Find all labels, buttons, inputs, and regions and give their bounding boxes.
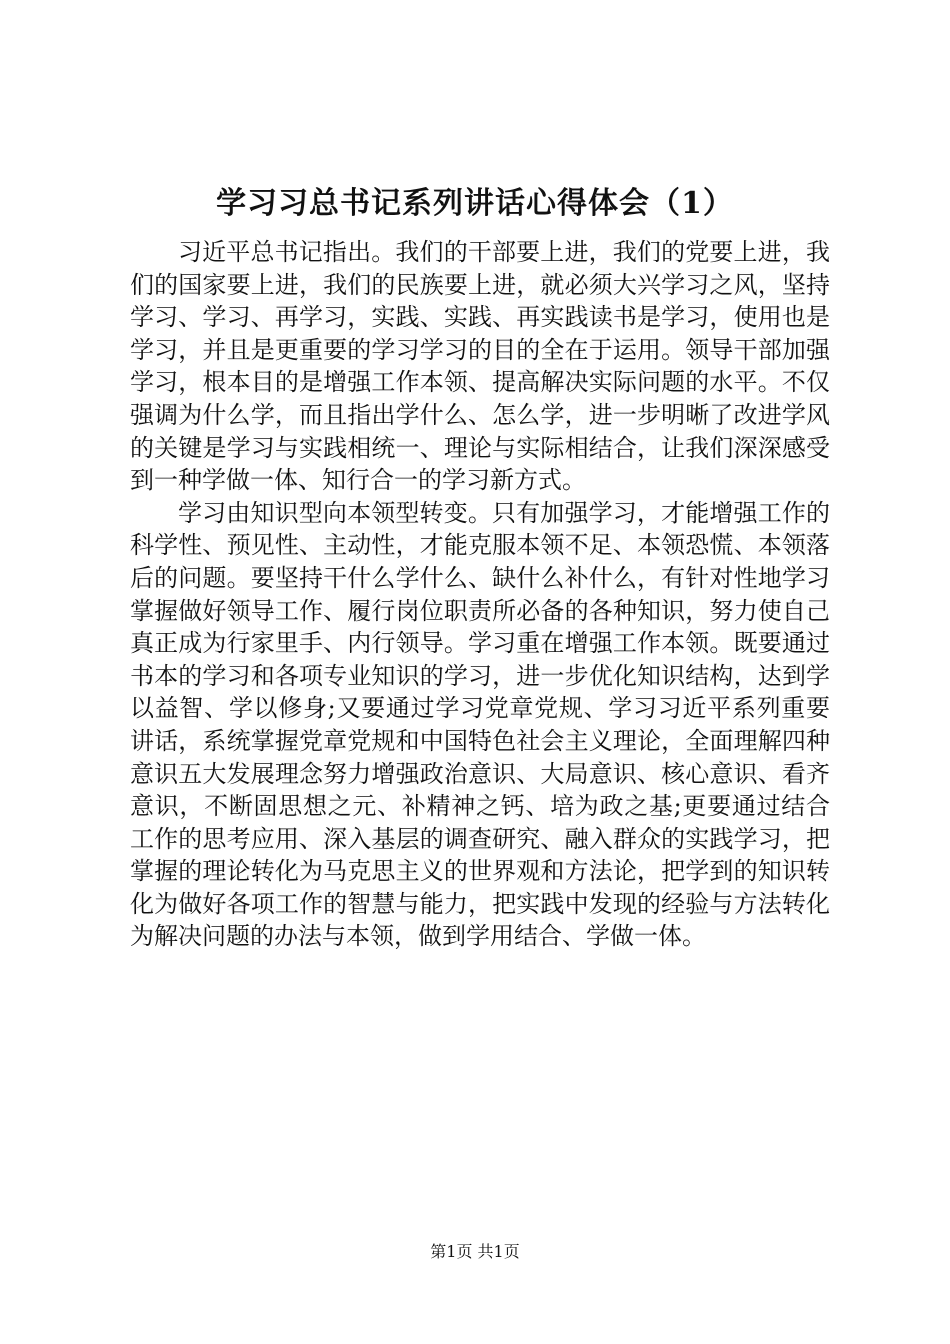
page-footer: 第1页 共1页 [430, 1242, 520, 1261]
document-body [130, 236, 830, 953]
paragraph-2: 学习由知识型向本领型转变。只有加强学习，才能增强工作的科学性、预见性、主动性，才能克服本领不足、本领恐慌、本领落后的问题。要坚持干什么学什么、缺什么补什么，有针对性地学习掌握做好领导工作、履行岗位职责所必备的各种知识，努力使自己真正成为行家里手、内行领导。学习重在增强工作本领。既要通过书本的学习和各项专业知识的学习，进一步优化知识结构，达到学以益智、学以修身;又要通过学习党章党规、学习习近平系列重要讲话，系统掌握党章党规和中国特色社会主义理论，全面理解四种意识五大发展理念努力增强政治意识、大局意识、核心意识、看齐意识，不断固思想之元、补精神之钙、培为政之基;更要通过结合工作的思考应用、深入基层的调查研究、融入群众的实践学习，把掌握的理论转化为马克思主义的世界观和方法论，把学到的知识转化为做好各项工作的智慧与能力，把实践中发现的经验与方法转化为解决问题的办法与本领，做到学用结合、学做一体。 [130, 498, 830, 951]
document-title: 学习习总书记系列讲话心得体会（1） [216, 186, 734, 221]
paragraph-1: 习近平总书记指出。我们的干部要上进，我们的党要上进，我们的国家要上进，我们的民族要上进，就必须大兴学习之风，坚持学习、学习、再学习，实践、实践、再实践读书是学习，使用也是学习，并且是更重要的学习学习的目的全在于运用。领导干部加强学习，根本目的是增强工作本领、提高解决实际问题的水平。不仅强调为什么学，而且指出学什么、怎么学，进一步明晰了改进学风的关键是学习与实践相统一、理论与实际相结合，让我们深深感受到一种学做一体、知行合一的学习新方式。 [130, 238, 830, 495]
